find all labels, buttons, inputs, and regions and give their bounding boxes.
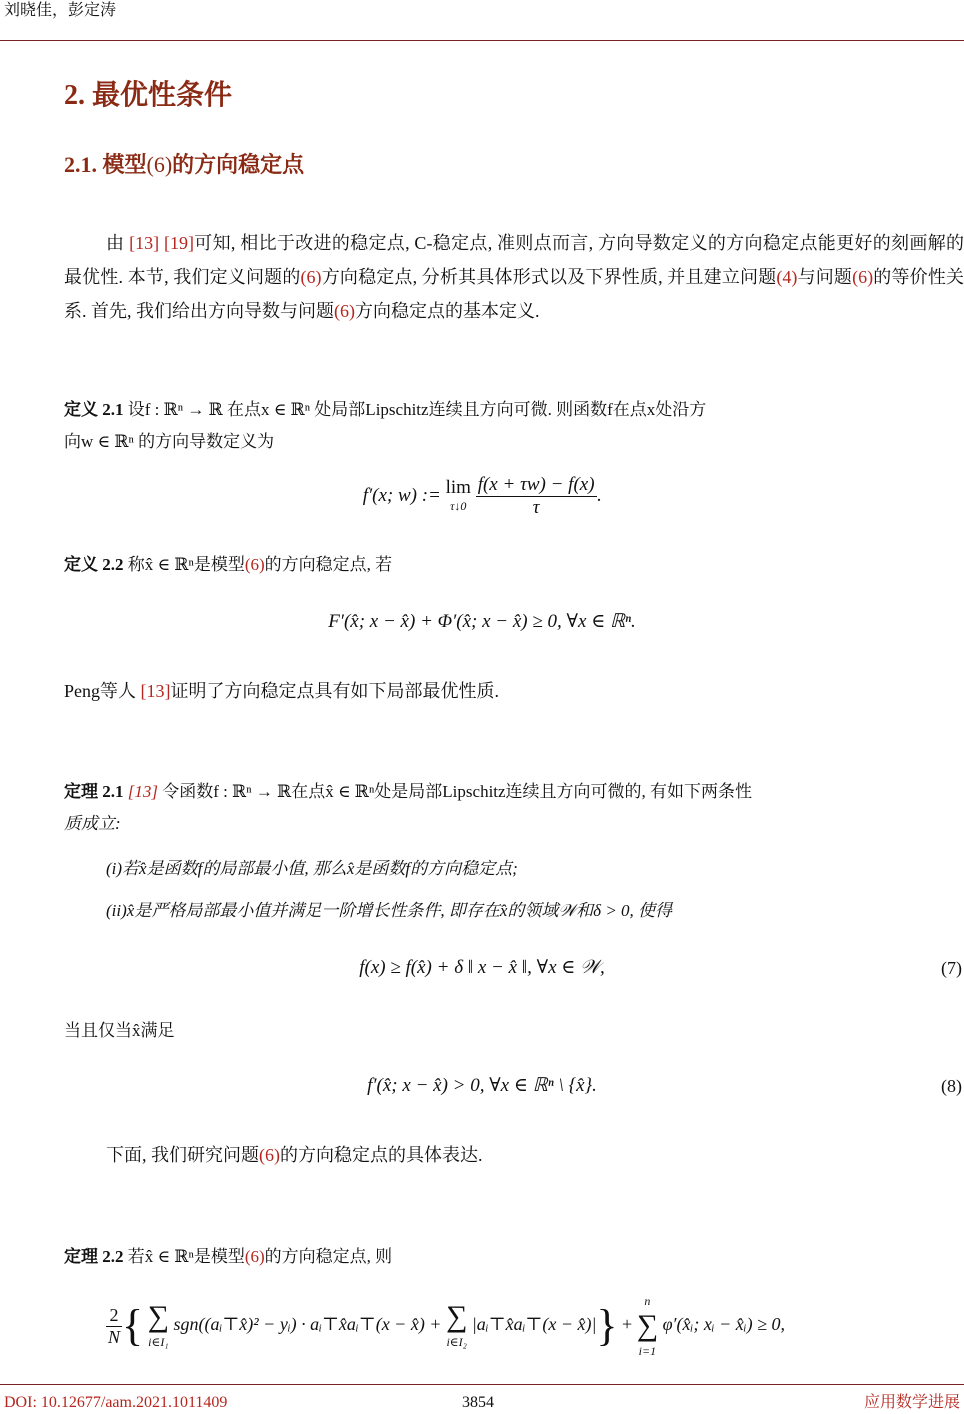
theorem-text: 令函数f : ℝⁿ → ℝ在点x̂ ∈ ℝⁿ处是局部Lipschitz连续且方向可微的, 有如下两条性 bbox=[157, 782, 753, 801]
eq-lhs: f′(x; w) := bbox=[362, 484, 446, 506]
equation-ref-link[interactable]: (6) bbox=[852, 267, 874, 287]
text: 的方向稳定点的具体表达. bbox=[280, 1145, 483, 1165]
equation-number-8: (8) bbox=[941, 1076, 962, 1096]
definition-label: 定义 2.1 bbox=[64, 400, 124, 419]
next-paragraph bbox=[64, 1138, 964, 1172]
denominator: N bbox=[108, 1326, 121, 1347]
eq-term: |aᵢ⊤x̂aᵢ⊤(x − x̂)| bbox=[471, 1314, 597, 1335]
definition-text: 称x̂ ∈ ℝⁿ是模型 bbox=[127, 555, 245, 574]
subsection-number: 2.1. bbox=[64, 152, 97, 177]
left-brace: { bbox=[122, 1301, 144, 1350]
section-number: 2. bbox=[64, 80, 85, 111]
section-heading bbox=[64, 78, 232, 114]
theorem-item-i: (i)若x̂是函数f的局部最小值, 那么x̂是函数f的方向稳定点; bbox=[106, 859, 518, 878]
iff-text: 当且仅当x̂满足 bbox=[64, 1021, 175, 1040]
lim-text: lim bbox=[445, 476, 471, 498]
eq-tail: . bbox=[596, 484, 602, 506]
eq-term: sgn((aᵢ⊤x̂)² − yᵢ) · aᵢ⊤x̂aᵢ⊤(x − x̂) + bbox=[173, 1314, 446, 1335]
sum-sub: i∈I₂ bbox=[446, 1335, 467, 1349]
text: 的等价性关系. 首先, 我们给出方向导数与问题 bbox=[64, 267, 964, 321]
header-rule bbox=[0, 40, 964, 41]
lim-sub: τ↓0 bbox=[450, 498, 467, 513]
text: 可知, 相比于改进的稳定点, C-稳定点, 准则点而言, 方向导数定义的方向稳定点能更好的刻画解的最优性. 本节, 我们定义问题的 bbox=[64, 233, 964, 287]
denominator: τ bbox=[532, 497, 540, 518]
text: 方向稳定点, 分析其具体形式以及下界性质, 并且建立问题 bbox=[321, 267, 777, 287]
equation-ref-link[interactable]: (6) bbox=[244, 1247, 265, 1266]
citation-link[interactable]: [13] bbox=[140, 681, 171, 701]
text: Peng等人 bbox=[64, 681, 141, 701]
sum-symbol: ∑ bbox=[636, 1309, 659, 1342]
sum-symbol: ∑ bbox=[445, 1300, 468, 1333]
equation-ref-link[interactable]: (6) bbox=[259, 1145, 280, 1165]
page-number: 3854 bbox=[462, 1394, 494, 1411]
doi-link[interactable]: DOI: 10.12677/aam.2021.1011409 bbox=[4, 1394, 228, 1411]
theorem-text: 质成立: bbox=[64, 814, 121, 833]
equation-8: f′(x̂; x − x̂) > 0, ∀x ∈ ℝⁿ \ {x̂}. bbox=[367, 1075, 597, 1096]
definition-label: 定义 2.2 bbox=[64, 555, 124, 574]
citation-link[interactable]: [13] bbox=[129, 233, 160, 253]
text: 方向稳定点的基本定义. bbox=[355, 301, 540, 321]
plus-sign: + bbox=[617, 1314, 637, 1335]
equation-ref-link[interactable]: (6) bbox=[300, 267, 322, 287]
sum-sub: i=1 bbox=[638, 1344, 657, 1358]
equation-ref-link[interactable]: (6) bbox=[244, 555, 265, 574]
coefficient-fraction bbox=[106, 1305, 122, 1348]
equation-ref-link[interactable]: (4) bbox=[776, 267, 798, 287]
definition-2-1 bbox=[64, 394, 964, 458]
citation-link[interactable]: [19] bbox=[163, 233, 194, 253]
numerator: 2 bbox=[106, 1305, 122, 1327]
theorem-item-ii: (ii)x̂是严格局部最小值并满足一阶增长性条件, 即存在x̂的领域𝒲和δ > 0, 使得 bbox=[106, 901, 673, 920]
equation-theorem-2-2 bbox=[106, 1292, 785, 1360]
subsection-title-suffix: 的方向稳定点 bbox=[172, 152, 305, 177]
equation-stationary: F′(x̂; x − x̂) + Φ′(x̂; x − x̂) ≥ 0, ∀x ∈ ℝⁿ. bbox=[328, 611, 636, 632]
definition-text: 向w ∈ ℝⁿ 的方向导数定义为 bbox=[64, 432, 275, 451]
equation-directional-derivative bbox=[0, 474, 964, 519]
equation-7: f(x) ≥ f(x̂) + δ ‖ x − x̂ ‖, ∀x ∈ 𝒲, bbox=[359, 957, 605, 978]
sum-symbol: ∑ bbox=[147, 1300, 170, 1333]
theorem-label: 定理 2.2 bbox=[64, 1247, 124, 1266]
text: 证明了方向稳定点具有如下局部最优性质. bbox=[170, 681, 499, 701]
theorem-text: 的方向稳定点, 则 bbox=[264, 1247, 393, 1266]
sum-sub: i∈I₁ bbox=[148, 1335, 169, 1349]
theorem-text: 若x̂ ∈ ℝⁿ是模型 bbox=[127, 1247, 245, 1266]
sum-sup: n bbox=[644, 1294, 651, 1308]
subsection-ref: (6) bbox=[146, 152, 173, 177]
subsection-title-prefix: 模型 bbox=[102, 152, 147, 177]
theorem-label: 定理 2.1 bbox=[64, 782, 124, 801]
subsection-heading bbox=[64, 150, 304, 180]
running-header-authors: 刘晓佳，彭定涛 bbox=[4, 2, 117, 19]
journal-link[interactable]: 应用数学进展 bbox=[863, 1394, 960, 1411]
sum-operator bbox=[446, 1301, 467, 1351]
fraction bbox=[476, 474, 597, 519]
sum-operator bbox=[148, 1301, 169, 1351]
theorem-2-1 bbox=[64, 776, 964, 840]
text: 由 bbox=[106, 233, 130, 253]
equation-number-7: (7) bbox=[941, 958, 962, 978]
section-title: 最优性条件 bbox=[92, 80, 233, 111]
numerator: f(x + τw) − f(x) bbox=[477, 474, 595, 495]
text: 与问题 bbox=[797, 267, 853, 287]
eq-term: φ′(x̂ᵢ; xᵢ − x̂ᵢ) ≥ 0, bbox=[662, 1314, 786, 1335]
theorem-2-2 bbox=[64, 1240, 964, 1274]
definition-text: 设f : ℝⁿ → ℝ 在点x ∈ ℝⁿ 处局部Lipschitz连续且方向可微. 则函数f在点x处沿方 bbox=[127, 400, 707, 419]
text: 下面, 我们研究问题 bbox=[106, 1145, 259, 1165]
citation-link[interactable]: [13] bbox=[127, 782, 158, 801]
intro-paragraph bbox=[64, 226, 964, 328]
right-brace: } bbox=[596, 1301, 618, 1350]
definition-2-2 bbox=[64, 548, 964, 582]
peng-paragraph bbox=[64, 674, 964, 708]
equation-ref-link[interactable]: (6) bbox=[334, 301, 355, 321]
limit-operator bbox=[445, 476, 471, 515]
footer-rule bbox=[0, 1384, 964, 1385]
sum-operator bbox=[637, 1292, 658, 1360]
definition-text: 的方向稳定点, 若 bbox=[264, 555, 393, 574]
